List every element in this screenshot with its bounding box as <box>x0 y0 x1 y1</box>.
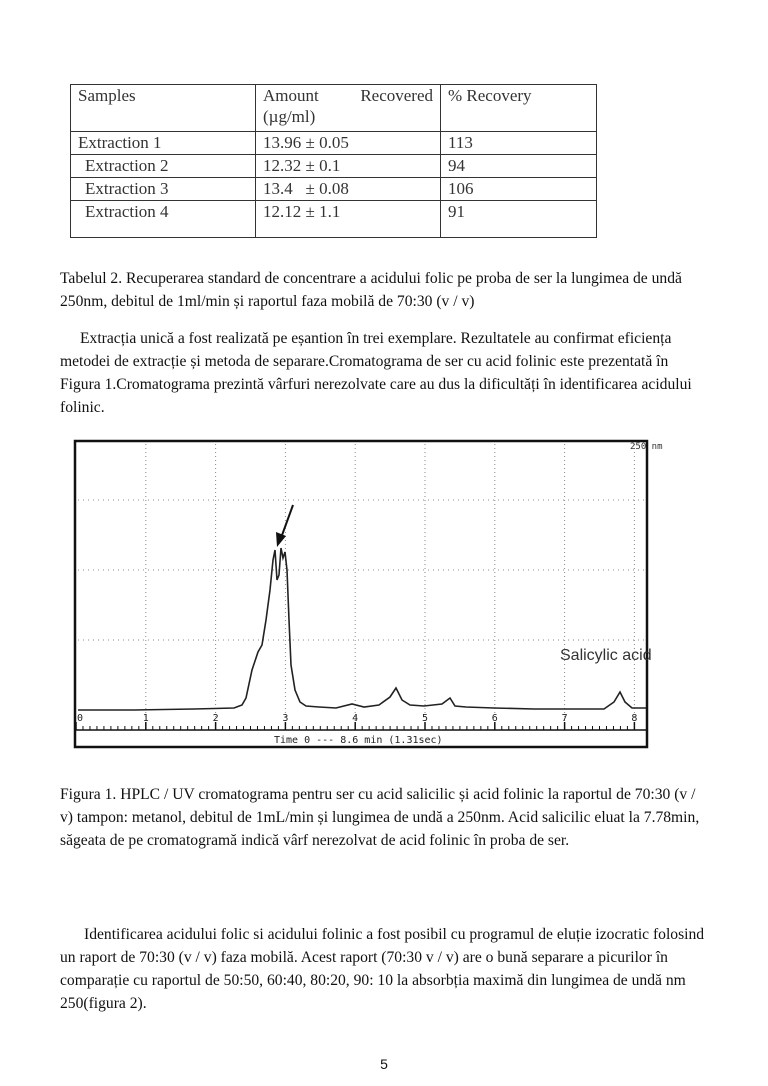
header-recovery: % Recovery <box>441 85 597 132</box>
tick-label: 6 <box>491 713 498 724</box>
cell-amount: 13.4 ± 0.08 <box>256 178 441 201</box>
table-caption: Tabelul 2. Recuperarea standard de concentrare a acidului folic pe proba de ser la lungimea de undă 250nm, debitul de 1ml/min și raportul faza mobilă de 70:30 (v / v) <box>60 270 682 310</box>
tick-label: 5 <box>421 713 429 724</box>
body-paragraph: Identificarea acidului folic si acidului folinic a fost posibil cu programul de eluție izocratic folosind un raport de 70:30 (v / v) faza mobilă. Acest raport (70:30 v / v) are o bună separare a picurilor în comparație cu raportul de 50:50, 60:40, 80:20, 90: 10 la absorbția maximă din lungimea de undă nm 250(figura 2). <box>60 926 705 1012</box>
header-unit: (µg/ml) <box>263 107 316 126</box>
tick-label: 8 <box>631 713 638 724</box>
header-recovered: Recovered <box>360 86 433 105</box>
cell-sample: Extraction 2 <box>71 155 256 178</box>
cell-amount: 12.12 ± 1.1 <box>256 201 441 238</box>
cell-recovery: 91 <box>441 201 597 238</box>
header-amount: Amount <box>263 86 319 105</box>
table-row <box>71 155 597 178</box>
table-row <box>71 201 597 238</box>
time-range-label: Time 0 --- 8.6 min (1.31sec) <box>274 735 443 746</box>
recovery-table <box>70 84 597 238</box>
tick-label: 0 <box>76 713 84 724</box>
table-row <box>71 132 597 155</box>
cell-recovery: 113 <box>441 132 597 155</box>
chromatogram-figure <box>74 440 663 748</box>
chromatogram-frame <box>75 441 647 747</box>
tick-label: 1 <box>142 713 149 724</box>
header-amount-recovered <box>256 85 441 132</box>
cell-sample: Extraction 4 <box>71 201 256 238</box>
cell-sample: Extraction 1 <box>71 132 256 155</box>
cell-sample: Extraction 3 <box>71 178 256 201</box>
tick-label: 2 <box>212 713 219 724</box>
cell-recovery: 94 <box>441 155 597 178</box>
cell-recovery: 106 <box>441 178 597 201</box>
cell-amount: 13.96 ± 0.05 <box>256 132 441 155</box>
table-row <box>71 178 597 201</box>
page-number: 5 <box>380 1056 388 1072</box>
tick-label: 4 <box>352 713 359 724</box>
tick-label: 3 <box>282 713 289 724</box>
table-header-row <box>71 85 597 132</box>
wavelength-label: 250 nm <box>630 442 663 452</box>
header-samples: Samples <box>71 85 256 132</box>
figure-caption: Figura 1. HPLC / UV cromatograma pentru ser cu acid salicilic și acid folinic la raportul de 70:30 (v / v) tampon: metanol, debitul de 1mL/min și lungimea de undă a 250nm. Acid salicilic eluat la 7.78min, săgeata de pe cromatogramă indică vârf nerezolvat de acid folinic în proba de ser. <box>60 786 700 849</box>
body-paragraph: Extracția unică a fost realizată pe eșantion în trei exemplare. Rezultatele au confirmat eficiența metodei de extracție și metoda de separare.Cromatograma de ser cu acid folinic este prezentată în Figura 1.Cromatograma prezintă vârfuri nerezolvate care au dus la dificultăți în identificarea acidului folinic. <box>60 330 692 416</box>
cell-amount: 12.32 ± 0.1 <box>256 155 441 178</box>
tick-label: 7 <box>561 713 568 724</box>
salicylic-acid-label: Salicylic acid <box>560 647 652 664</box>
